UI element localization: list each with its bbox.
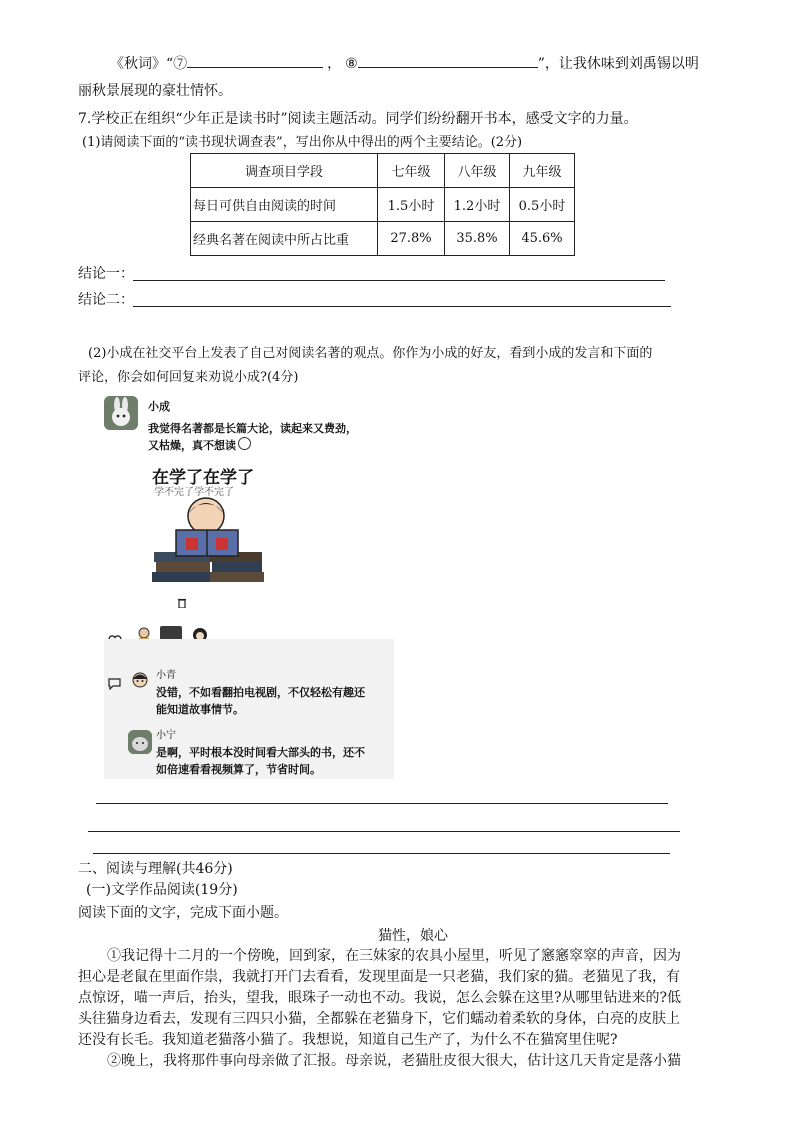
blank-7[interactable] [187, 53, 323, 68]
reply-answer-line-1[interactable] [96, 803, 668, 804]
reply-answer-line-3[interactable] [93, 853, 670, 854]
conclusion-1-label: 结论一： [78, 266, 134, 282]
table-cell: 每日可供自由阅读的时间 [191, 188, 378, 222]
q6-num8: ⑧ [345, 56, 358, 72]
paragraph-1-line: ①我记得十二月的一个傍晚，回到家，在三妹家的农具小屋里，听见了窸窸窣窣的声音，因为 [107, 948, 681, 964]
table-cell: 0.5小时 [510, 188, 575, 222]
post-text-line2-text: 又枯燥，真不想读 [148, 439, 236, 452]
paragraph-1-line: 还没有长毛。我知道老猫落小猫了。我想说，知道自己生产了，为什么不在猫窝里住呢? [78, 1032, 618, 1048]
conclusion-1-answer-line[interactable] [133, 280, 665, 281]
paragraph-1-line: 头往猫身边看去，发现有三四只小猫，全都躲在老猫身下，它们蠕动着柔软的身体，白亮的皮肤上 [78, 1011, 680, 1027]
article-title: 猫性，娘心 [378, 928, 448, 944]
comment-text-line2: 如倍速看看视频算了，节省时间。 [156, 763, 321, 776]
table-header-cell: 八年级 [445, 154, 510, 188]
table-header-cell: 调查项目学段 [191, 154, 378, 188]
emoji-icon [238, 437, 251, 450]
conclusion-2-label: 结论二： [78, 292, 134, 308]
delete-icon[interactable] [178, 593, 186, 603]
table-cell: 27.8% [378, 222, 445, 256]
commenter-avatar[interactable] [128, 730, 152, 754]
meme-image [148, 460, 268, 590]
meme-subtitle: 学不完了学不完了 [154, 487, 234, 498]
table-header-cell: 七年级 [378, 154, 445, 188]
table-row [191, 188, 575, 222]
post-text-line2 [148, 437, 251, 454]
post-text-line1: 我觉得名著都是长篇大论，读起来又费劲， [148, 422, 357, 435]
reading-instruction: 阅读下面的文字，完成下面小题。 [78, 905, 288, 921]
survey-table [190, 153, 575, 256]
studying-boy-icon [148, 490, 268, 590]
q6-text-end: ”，让我休味到刘禹锡以明 [537, 56, 699, 72]
social-post-screenshot [104, 394, 394, 779]
reply-answer-line-2[interactable] [88, 831, 680, 832]
table-cell: 1.5小时 [378, 188, 445, 222]
comment-text-line1: 没错，不如看翻拍电视剧，不仅轻松有趣还 [156, 686, 365, 699]
rabbit-avatar-icon [104, 396, 138, 430]
q6-fill-line [110, 53, 699, 74]
comment-text-line1: 是啊，平时根本没时间看大部头的书，还不 [156, 746, 365, 759]
table-row [191, 222, 575, 256]
conclusion-2-answer-line[interactable] [133, 306, 671, 307]
comment-text-line2: 能知道故事情节。 [156, 703, 244, 716]
comment-bubble-icon[interactable] [108, 675, 121, 694]
table-cell: 1.2小时 [445, 188, 510, 222]
poster-name[interactable]: 小成 [148, 400, 170, 413]
commenter-avatar[interactable] [130, 670, 150, 690]
comment-author[interactable]: 小宁 [156, 730, 176, 741]
paragraph-1-line: 点惊讶，喵一声后，抬头，望我，眼珠子一动也不动。我说，怎么会躲在这里?从哪里钻进来的?低 [78, 990, 682, 1006]
q6-comma: ， [327, 56, 342, 72]
table-cell: 35.8% [445, 222, 510, 256]
poster-avatar [104, 396, 138, 430]
q7-title: 7.学校正在组织“少年正是读书时”阅读主题活动。同学们纷纷翻开书本，感受文字的力量。 [78, 111, 638, 127]
q7-sub1: (1)请阅读下面的“读书现状调查表”，写出你从中得出的两个主要结论。(2分) [82, 135, 523, 150]
section-subheading: (一)文学作品阅读(19分) [86, 882, 238, 898]
table-cell: 45.6% [510, 222, 575, 256]
paragraph-1-line: 担心是老鼠在里面作祟，我就打开门去看看，发现里面是一只老猫，我们家的猫。老猫见了我，有 [78, 969, 680, 985]
q7-sub2-line2: 评论，你会如何回复来劝说小成?(4分) [78, 370, 299, 385]
section-heading: 二、阅读与理解(共46分) [78, 861, 233, 877]
comment-author[interactable]: 小青 [156, 670, 176, 681]
blank-8[interactable] [358, 53, 538, 68]
paragraph-2-line: ②晚上，我将那件事向母亲做了汇报。母亲说，老猫肚皮很大很大，估计这几天肯定是落小猫 [107, 1053, 681, 1069]
meme-title: 在学了在学了 [152, 468, 254, 488]
q6-line2: 丽秋景展现的豪壮情怀。 [78, 83, 232, 99]
table-header-cell: 九年级 [510, 154, 575, 188]
table-header-row [191, 154, 575, 188]
table-cell: 经典名著在阅读中所占比重 [191, 222, 378, 256]
q7-sub2-line1: (2)小成在社交平台上发表了自己对阅读名著的观点。你作为小成的好友，看到小成的发言和下面的 [88, 346, 653, 361]
q6-text-start: 《秋词》“⑦ [110, 56, 188, 72]
